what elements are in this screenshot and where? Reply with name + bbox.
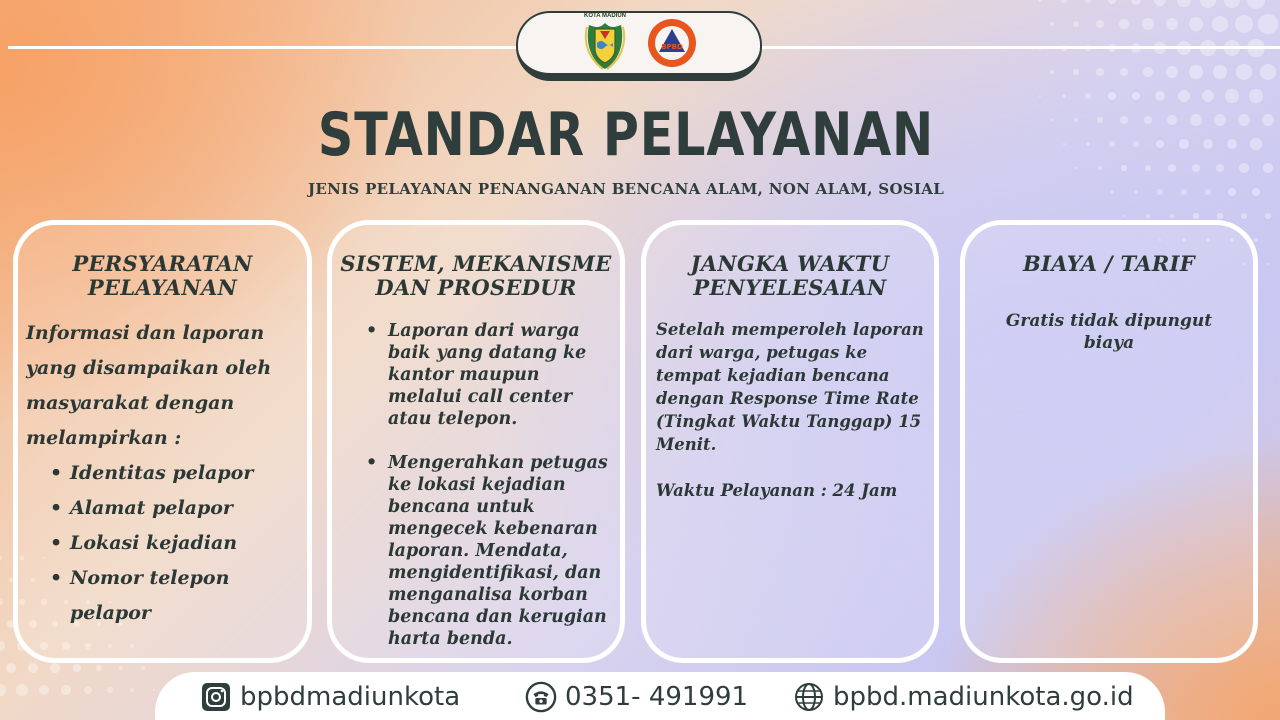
decorative-dot [1189,65,1203,79]
card-heading-line2: PENYELESAIAN [693,275,887,300]
decorative-dot [107,687,113,693]
decorative-dot [1227,139,1238,150]
decorative-dot [1238,114,1251,127]
kota-madiun-logo [581,13,629,73]
decorative-dot [0,556,2,559]
decorative-dot [1235,15,1253,33]
kota-madiun-caption: KOTA MADIUN [584,13,626,19]
decorative-dot [1108,92,1115,99]
decorative-dot [1203,139,1213,149]
decorative-dot [1179,139,1188,148]
decorative-dot [1250,138,1261,149]
decorative-dot [50,663,59,672]
decorative-dot [1193,213,1198,218]
logo-banner [516,11,762,81]
decorative-dot [1236,64,1252,80]
decorative-dot [1096,20,1104,28]
card-heading [332,252,620,300]
decorative-dot [1120,68,1129,77]
decorative-dot [61,685,70,694]
card-jangka-waktu-penyelesaian [641,220,939,663]
card-heading-line2: PELAYANAN [87,275,238,300]
decorative-dot [1050,70,1054,74]
decorative-dot [96,665,102,671]
decorative-dot [1249,89,1263,103]
card-paragraph: Gratis tidak dipungut biaya [1005,311,1213,353]
decorative-dot [1241,213,1247,219]
decorative-dot [1085,93,1091,99]
decorative-dot [1239,163,1248,172]
decorative-dot [1143,67,1154,78]
phone-icon [525,681,557,713]
decorative-dot [1213,65,1228,80]
decorative-dot [1177,0,1191,7]
decorative-dot [1192,164,1200,172]
decorative-dot [1146,214,1150,218]
card-sistem-mekanisme-prosedur [327,220,625,663]
card-persyaratan-pelayanan [13,220,312,663]
decorative-dot [1062,94,1066,98]
decorative-dot [1263,163,1272,172]
decorative-dot [1119,19,1129,29]
card-biaya-tarif [960,220,1258,663]
decorative-dot [1061,0,1066,3]
decorative-dot [1178,90,1190,102]
phone-number[interactable]: 0351- 491991 [565,682,749,712]
requirements-list [70,456,307,631]
decorative-dot [0,641,5,650]
decorative-dot [6,663,17,674]
list-item: • Alamat pelapor [70,491,307,526]
decorative-dot [39,685,50,696]
decorative-dot [73,664,81,672]
list-item: • Mengerahkan petugas ke lokasi kejadian bencana untuk mengecek kebenaran laporan. Mendata, mengidentifikasi, dan menganalisa korban bencana dan kerugian harta benda. [388,452,614,650]
card-heading-line1: PERSYARATAN [72,251,253,276]
decorative-dot [153,689,156,692]
page-subtitle: JENIS PELAYANAN PENANGANAN BENCANA ALAM, NON ALAM, SOSIAL [307,180,945,198]
page-title: STANDAR PELAYANAN [317,100,935,170]
decorative-dot [1039,95,1042,98]
card-paragraph: Setelah memperoleh laporan dari warga, petugas ke tempat kejadian bencana dengan Response Time Rate (Tingkat Waktu Tanggap) 15 Menit. [656,320,924,454]
website-contact[interactable] [793,681,1134,713]
decorative-dot [1247,0,1265,9]
decorative-dot [1258,14,1278,34]
website-url[interactable]: bpbd.madiunkota.go.id [833,682,1134,712]
decorative-dot [1216,164,1225,173]
procedure-list [388,320,614,650]
decorative-dot [1155,91,1165,101]
globe-icon [793,681,825,713]
decorative-dot [1224,0,1241,8]
card-heading-line1: JANGKA WAKTU [690,251,890,276]
decorative-dot [1212,16,1228,32]
decorative-dot [1267,263,1270,266]
decorative-dot [1252,188,1260,196]
decorative-dot [1190,114,1201,125]
decorative-dot [1050,22,1054,26]
decorative-dot [1108,0,1117,4]
decorative-dot [1189,17,1204,32]
instagram-icon [200,681,232,713]
instagram-handle[interactable]: bpbdmadiunkota [240,682,461,712]
decorative-dot [1142,18,1153,29]
card-intro-text: Informasi dan laporan yang disampaikan oleh masyarakat dengan melampirkan : [26,322,272,449]
list-item: • Laporan dari warga baik yang datang ke kantor maupun melalui call center atau telepon. [388,320,614,430]
decorative-dot [1260,64,1276,80]
decorative-dot [119,666,124,671]
decorative-dot [1167,115,1177,125]
decorative-dot [141,666,144,669]
bpbd-logo-text: BPBD [661,43,683,51]
decorative-dot [0,684,6,697]
decorative-dot [1085,0,1092,3]
decorative-dot [1265,213,1271,219]
list-item: • Nomor telepon pelapor [70,561,307,631]
header-divider-left [8,46,520,49]
list-item: • Lokasi kejadian [70,526,307,561]
decorative-dot [0,599,3,605]
decorative-dot [1073,21,1079,27]
card-heading [646,252,934,300]
card-heading: BIAYA / TARIF [1023,251,1195,276]
decorative-dot [1131,0,1141,5]
service-hours-text: Waktu Pelayanan : 24 Jam [656,481,898,500]
decorative-dot [1156,140,1164,148]
decorative-dot [1202,90,1215,103]
decorative-dot [1168,164,1175,171]
decorative-dot [1217,213,1223,219]
card-heading-line1: SISTEM, MEKANISME [340,251,612,276]
decorative-dot [1254,238,1258,242]
decorative-dot [1123,215,1126,218]
decorative-dot [1166,18,1179,31]
decorative-dot [1200,0,1215,8]
list-item: • Identitas pelapor [70,456,307,491]
decorative-dot [130,688,134,692]
decorative-dot [1170,214,1174,218]
decorative-dot [1166,66,1178,78]
bpbd-logo [647,18,697,68]
card-heading [18,252,307,300]
decorative-dot [1262,114,1275,127]
decorative-dot [1073,69,1079,75]
decorative-dot [1038,0,1042,2]
card-heading-line2: DAN PROSEDUR [375,275,577,300]
decorative-dot [1154,0,1166,6]
decorative-dot [1214,114,1226,126]
decorative-dot [84,686,92,694]
decorative-dot [1096,68,1103,75]
decorative-dot [28,663,38,673]
decorative-dot [1145,165,1151,171]
decorative-dot [1225,89,1239,103]
decorative-dot [1144,116,1153,125]
contact-footer [155,672,1165,720]
header-divider-right [758,46,1280,49]
decorative-dot [16,684,28,696]
instagram-contact[interactable] [200,681,460,713]
phone-contact[interactable] [525,681,748,713]
